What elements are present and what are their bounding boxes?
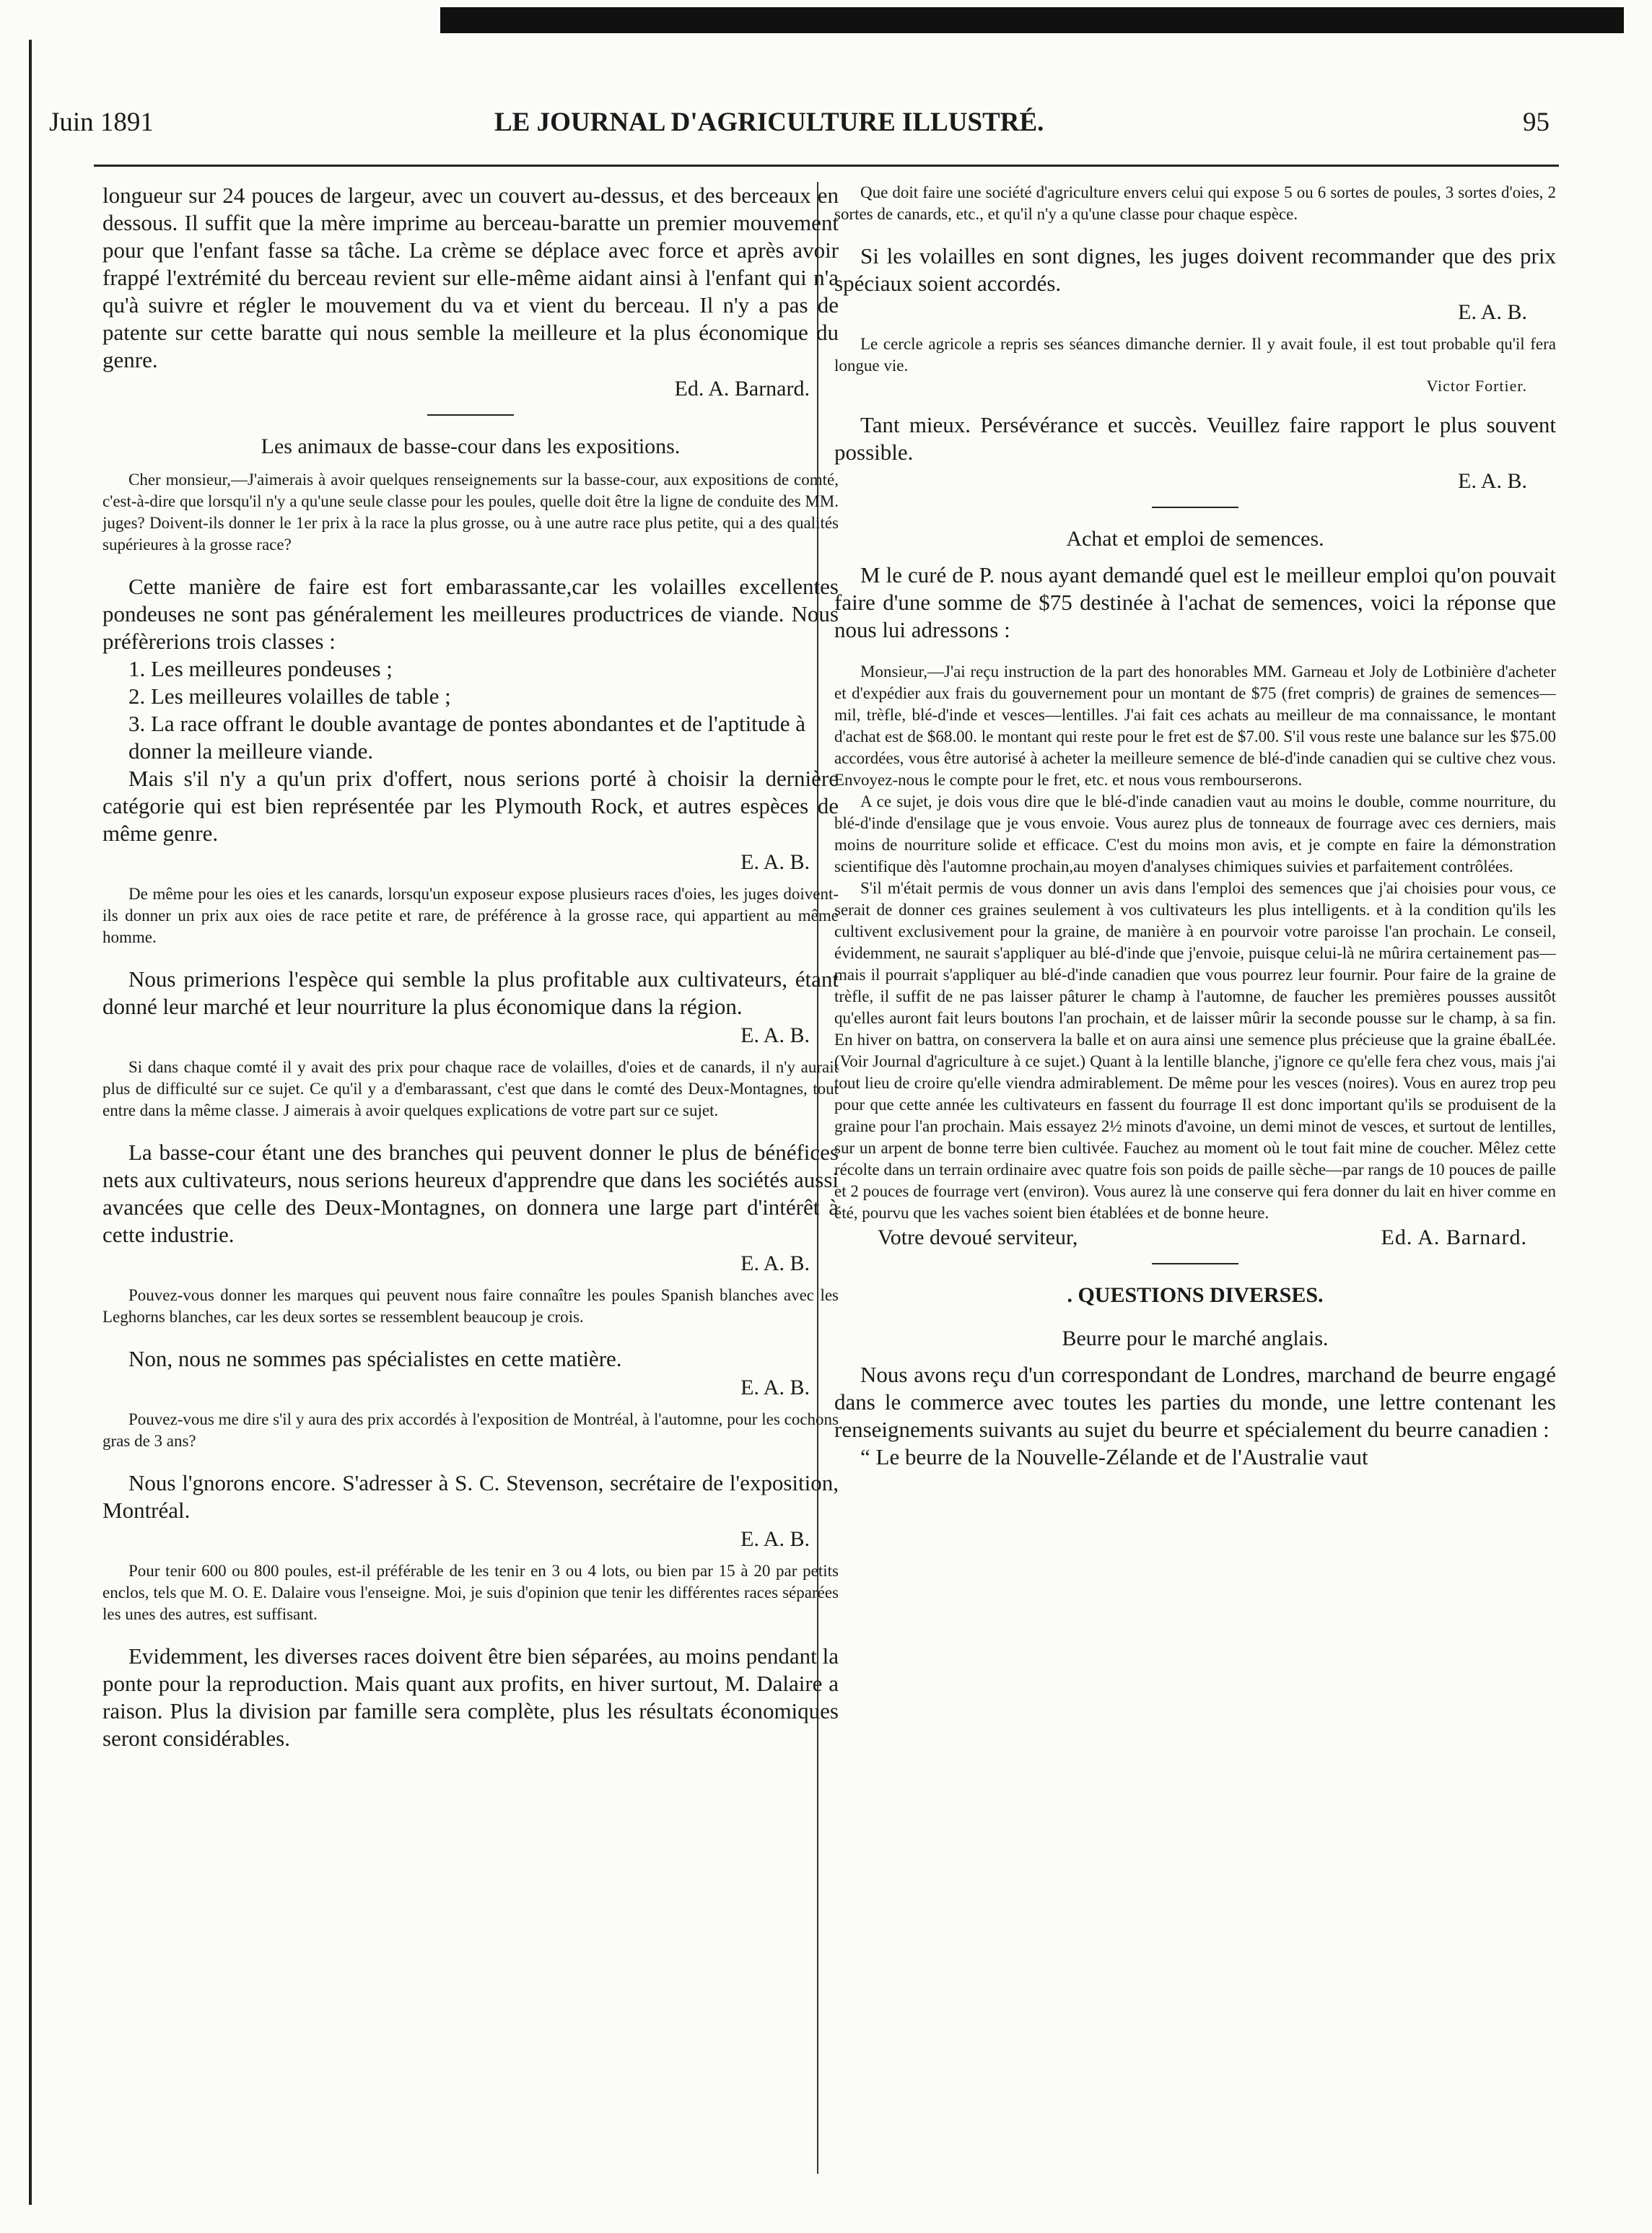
header-date: Juin 1891 bbox=[49, 108, 154, 137]
reader-question: Si dans chaque comté il y avait des prix pour chaque race de volailles, d'oies et de canards, il n'y aurait plus de difficulté sur ce sujet. Ce qu'il y a d'embarassant, c'est que dans le comté des Deux-Montagnes, tout entre dans la même classe. J aimerais à avoir quelques explications de votre part sur ce sujet. bbox=[102, 1058, 839, 1119]
list-item: 2. Les meilleures volailles de table ; bbox=[128, 683, 451, 709]
signature: E. A. B. bbox=[740, 1023, 810, 1047]
paragraph: Nous avons reçu d'un correspondant de Londres, marchand de beurre engagé dans le commerce avec toutes les parties du monde, une lettre contenant les renseignements suivants au sujet du beurre et spécialement du beurre canadien : bbox=[834, 1362, 1556, 1442]
running-header bbox=[43, 107, 1559, 150]
closing-text: Votre devoué serviteur, bbox=[878, 1225, 1078, 1249]
answer-paragraph: Tant mieux. Persévérance et succès. Veuillez faire rapport le plus souvent possible. bbox=[834, 412, 1556, 465]
left-column bbox=[102, 182, 839, 1752]
signature: E. A. B. bbox=[740, 1251, 810, 1275]
section-heading: Achat et emploi de semences. bbox=[1066, 527, 1324, 551]
reader-question: Cher monsieur,—J'aimerais à avoir quelques renseignements sur la basse-cour, aux expositions de comté, c'est-à-dire que lorsqu'il n'y a qu'une seule classe pour les poules, quelle doit être la ligne de conduite des MM. juges? Doivent-ils donner le 1er prix à la race la plus grosse, ou à une autre race plus petite, qui a des qualités supérieures à la grosse race? bbox=[102, 471, 839, 554]
page-number: 95 bbox=[1523, 108, 1550, 137]
section-divider bbox=[1152, 507, 1238, 508]
answer-paragraph: Nous l'gnorons encore. S'adresser à S. C. Stevenson, secrétaire de l'exposition, Montréal. bbox=[102, 1470, 839, 1523]
answer-paragraph: Evidemment, les diverses races doivent être bien séparées, au moins pendant la ponte pour la reproduction. Mais quant aux profits, en hiver surtout, M. Dalaire a raison. Plus la division par famille sera complète, plus les résultats économiques seront considérables. bbox=[102, 1643, 839, 1751]
answer-paragraph: La basse-cour étant une des branches qui peuvent donner le plus de bénéfices nets aux cultivateurs, nous serions heureux d'apprendre que dans les sociétés aussi avancées que celle des Deux-Montagnes, on donnera une large part d'intérêt à cette industrie. bbox=[102, 1140, 839, 1247]
list-item: 1. Les meilleures pondeuses ; bbox=[128, 656, 393, 681]
answer-paragraph: Nous primerions l'espèce qui semble la plus profitable aux cultivateurs, étant donné leur marché et leur nourriture la plus économique dans la région. bbox=[102, 966, 839, 1019]
reader-question: De même pour les oies et les canards, lorsqu'un exposeur expose plusieurs races d'oies, les juges doivent-ils donner un prix aux oies de race petite et rare, de préférence à la grosse race, qui appartient au même homme. bbox=[102, 885, 839, 946]
signature: Ed. A. Barnard. bbox=[674, 377, 810, 401]
signature: Ed. A. Barnard. bbox=[1381, 1225, 1527, 1249]
answer-paragraph: Cette manière de faire est fort embarassante,car les volailles excellentes pondeuses ne sont pas généralement les meilleures productrices de viande. Nous préfèrerions trois classes : bbox=[102, 574, 839, 654]
answer-paragraph: Mais s'il n'y a qu'un prix d'offert, nous serions porté à choisir la dernière catégorie qui est bien représentée par les Plymouth Rock, et autres espèces de même genre. bbox=[102, 766, 839, 846]
paragraph: M le curé de P. nous ayant demandé quel est le meilleur emploi qu'on pouvait faire d'une somme de $75 destinée à l'achat de semences, voici la réponse que nous lui adressons : bbox=[834, 562, 1556, 642]
answer-paragraph: Si les volailles en sont dignes, les juges doivent recommander que des prix spéciaux soient accordés. bbox=[834, 243, 1556, 296]
letter-paragraph: Monsieur,—J'ai reçu instruction de la part des honorables MM. Garneau et Joly de Lotbinière d'acheter et d'expédier aux frais du gouvernement pour un montant de $75 (fret compris) de graines de semences—mil, trèfle, blé-d'inde et vesces—lentilles. J'ai fait ces achats au meilleur de ma connaissance, le montant d'achat est de $68.00. le montant qui reste pour le fret est de $7.00. S'il vous reste une balance sur les $75.00 accordées, vous être autorisé à acheter la meilleure semence de blé-d'inde canadien qui se cultive chez vous. Envoyez-nous le compte pour le fret, etc. et nous vous rembourserons. bbox=[834, 663, 1556, 789]
signature: E. A. B. bbox=[1458, 300, 1527, 324]
subsection-heading: Beurre pour le marché anglais. bbox=[1062, 1327, 1329, 1350]
reader-question: Que doit faire une société d'agriculture envers celui qui expose 5 ou 6 sortes de poules, 3 sortes d'oies, 2 sortes de canards, etc., et qu'il n'y a qu'une classe pour chaque espèce. bbox=[834, 183, 1556, 223]
signature: E. A. B. bbox=[1458, 469, 1527, 493]
section-heading: Les animaux de basse-cour dans les expositions. bbox=[261, 434, 681, 458]
reader-question: Pour tenir 600 ou 800 poules, est-il préférable de les tenir en 3 ou 4 lots, ou bien par 15 à 20 par petits enclos, tels que M. O. E. Dalaire vous l'enseigne. Moi, je suis d'opinion que tenir les différentes races séparées les unes des autres, est suffisant. bbox=[102, 1562, 839, 1623]
letter-paragraph: A ce sujet, je dois vous dire que le blé-d'inde canadien vaut au moins le double, comme nourriture, du blé-d'inde d'ensilage que je vous envoie. Vous aurez plus de tonneaux de fourrage avec ces derniers, mais moins de nourriture solide et efficace. C'est du moins mon avis, et je compte en faire la démonstration scientifique dès l'automne prochain,au moyen d'analyses chimiques suivies et parfaitement contrôlées. bbox=[834, 792, 1556, 875]
header-title: LE JOURNAL D'AGRICULTURE ILLUSTRÉ. bbox=[494, 108, 1044, 137]
signature: E. A. B. bbox=[740, 1376, 810, 1399]
section-heading: . QUESTIONS DIVERSES. bbox=[1067, 1283, 1324, 1307]
letter-paragraph: S'il m'était permis de vous donner un avis dans l'emploi des semences que j'ai choisies pour vous, ce serait de donner ces graines seulement à vos cultivateurs les plus intelligents. et à la condition qu'ils les cultivent exclusivement pour la graine, de manière à en pourvoir votre paroisse l'an prochain. Le conseil, évidemment, ne saurait s'appliquer au blé-d'inde que j'envoie, puisque celui-là ne mûrira certainement pas—mais il pourrait s'appliquer au blé-d'inde canadien que vous pourrez leur fournir. Pour faire de la graine de trèfle, il suffit de ne pas laisser pâturer le champ à l'automne, de faucher les premières pousses aussitôt qu'elles auront fait leurs boutons l'an prochain, et de laisser mûrir la seconde pousse sur le champ, à sa fin. En hiver on battra, on conservera la balle et on aura ainsi une semence plus précieuse que la graine ébalLée. (Voir Journal d'agriculture à ce sujet.) Quant à la lentille blanche, j'ignore ce qu'elle fera chez vous, mais j'ai tout lieu de croire qu'elle viendra admirablement. De même pour les vesces (noires). Vous en aurez trop peu pour que cette année les cultivateurs en fassent du fourrage Il est donc important qu'ils se produisent de la graine pour l'an prochain. Mais essayez 2½ minots d'avoine, un demi minot de vesces, et surtout de lentilles, sur un arpent de bonne terre bien cultivée. Fauchez au moment où le tout fait mine de coucher. Mêlez cette récolte dans un terrain ordinaire avec quatre fois son poids de paille sèche—par rangs de 10 pouces de paille et 2 pouces de fourrage vert (environ). Vous aurez là une conserve qui fera donner du lait en hiver comme en été, pourvu que les vaches soient bien établées et de bonne heure. bbox=[834, 879, 1556, 1222]
class-list bbox=[102, 655, 839, 765]
section-divider bbox=[427, 414, 514, 416]
letter-closing bbox=[834, 1224, 1556, 1251]
reader-question: Pouvez-vous me dire s'il y aura des prix accordés à l'exposition de Montréal, à l'automne, pour les cochons gras de 3 ans? bbox=[102, 1410, 839, 1450]
answer-paragraph: Non, nous ne sommes pas spécialistes en cette matière. bbox=[128, 1346, 622, 1371]
reader-question: Le cercle agricole a repris ses séances dimanche dernier. Il y avait foule, il est tout probable qu'il fera longue vie. bbox=[834, 335, 1556, 375]
right-column bbox=[834, 182, 1556, 1471]
signature: E. A. B. bbox=[740, 1527, 810, 1551]
section-divider bbox=[1152, 1263, 1238, 1264]
left-margin-rule bbox=[29, 40, 32, 2205]
top-border-bar bbox=[440, 7, 1624, 33]
signature: E. A. B. bbox=[740, 850, 810, 874]
paragraph: “ Le beurre de la Nouvelle-Zélande et de l'Australie vaut bbox=[860, 1444, 1368, 1469]
reader-question: Pouvez-vous donner les marques qui peuvent nous faire connaître les poules Spanish blanches avec les Leghorns blanches, car les deux sortes se ressemblent beaucoup je crois. bbox=[102, 1286, 839, 1326]
signature: Victor Fortier. bbox=[1426, 377, 1527, 395]
list-item: 3. La race offrant le double avantage de pontes abondantes et de l'aptitude à donner la meilleure viande. bbox=[128, 711, 806, 764]
paragraph: longueur sur 24 pouces de largeur, avec un couvert au-dessus, et des berceaux en dessous. Il suffit que la mère imprime au berceau-baratte un premier mouvement pour que l'enfant fasse sa tâche. La crème se déplace avec force et après avoir frappé l'extrémité du berceau revient sur elle-même aidant ainsi à l'enfant qui n'a qu'à suivre et régler le mouvement du va et vient du berceau. Il n'y a pas de patente sur cette baratte qui nous semble la meilleure et la plus économique du genre. bbox=[102, 183, 839, 372]
header-rule bbox=[94, 165, 1559, 167]
